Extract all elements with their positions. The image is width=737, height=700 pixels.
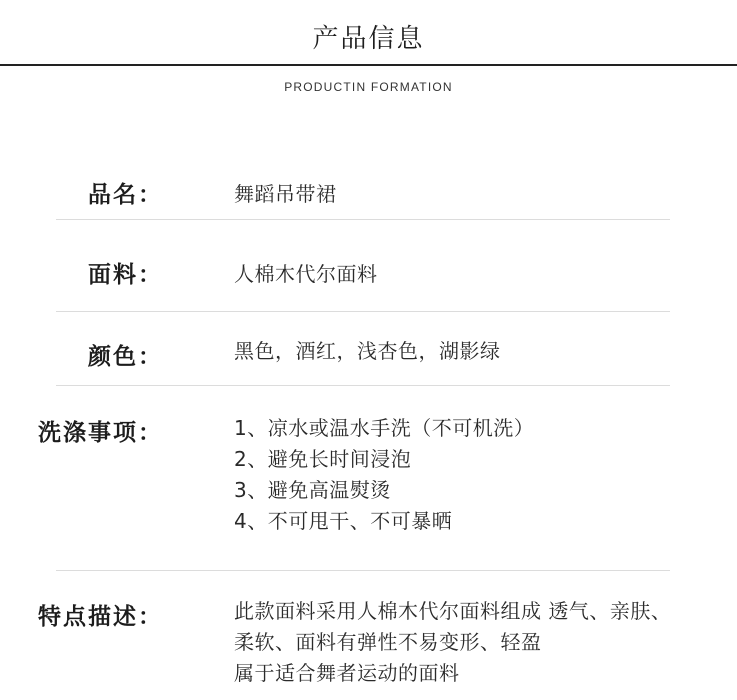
page-subtitle: PRODUCTIN FORMATION [284,80,453,94]
name-value: 舞蹈吊带裙 [234,182,337,206]
feature-line: 柔软、面料有弹性不易变形、轻盈 [234,630,542,654]
color-label: 颜色： [88,344,163,370]
washing-instruction-item: 1、凉水或温水手洗（不可机洗） [234,416,535,440]
row-divider [56,311,670,312]
washing-instructions [234,413,534,537]
washing-instruction-item: 3、避免高温熨烫 [234,478,391,502]
row-divider [56,570,670,571]
fabric-value: 人棉木代尔面料 [234,262,378,286]
features-description [234,596,671,689]
row-divider [56,385,670,386]
fabric-label: 面料： [88,262,163,288]
name-label: 品名： [88,182,163,208]
feature-line: 此款面料采用人棉木代尔面料组成 透气、亲肤、 [234,599,672,623]
features-label: 特点描述： [38,604,163,630]
washing-label: 洗涤事项： [38,420,163,446]
title-divider [0,64,737,66]
washing-instruction-item: 4、不可甩干、不可暴晒 [234,509,453,533]
color-value: 黑色，酒红，浅杏色，湖影绿 [234,339,501,363]
row-divider [56,219,670,220]
washing-instruction-item: 2、避免长时间浸泡 [234,447,412,471]
feature-line: 属于适合舞者运动的面料 [234,661,460,685]
page-title: 产品信息 [312,24,425,54]
